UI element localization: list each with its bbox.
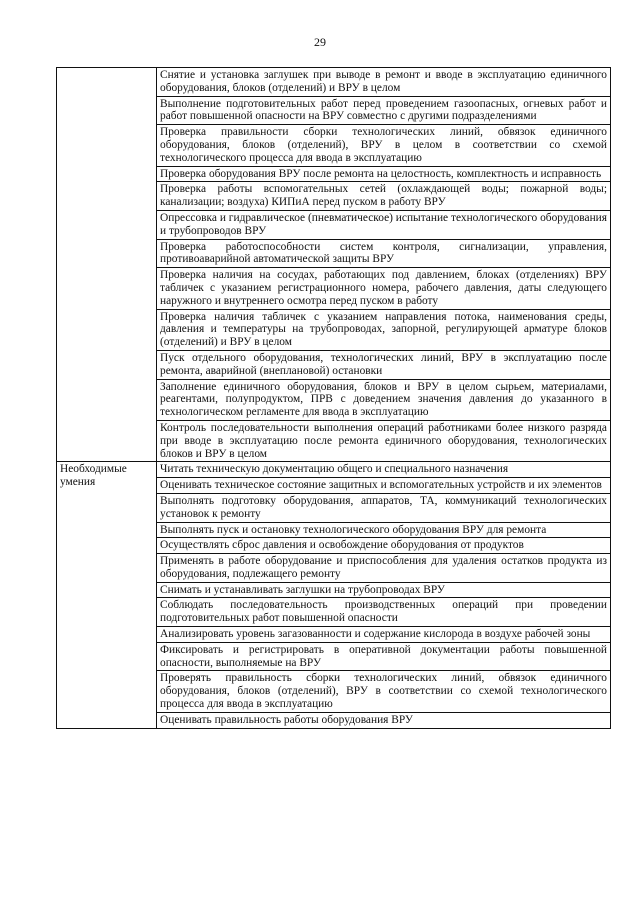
page-number: 29 [314, 35, 326, 49]
action-item: Снятие и установка заглушек при выводе в ремонт и вводе в эксплуатацию единичного оборудования, блоков (отделений) и ВРУ в целом [157, 68, 611, 97]
action-item: Контроль последовательности выполнения операций работниками более низкого разряда при вводе в эксплуатацию после ремонта единичного оборудования, технологических блоков и ВРУ в целом [157, 420, 611, 461]
skill-item: Соблюдать последовательность производственных операций при проведении подготовительных работ повышенной опасности [157, 598, 611, 627]
action-item: Проверка правильности сборки технологических линий, обвязок единичного оборудования, блоков (отделений), ВРУ в целом в соответствии со схемой технологического процесса для ввода в эксплуатацию [157, 125, 611, 166]
skill-item: Осуществлять сброс давления и освобождение оборудования от продуктов [157, 538, 611, 554]
section-label-skills: Необходимые умения [57, 462, 157, 728]
action-item: Проверка работоспособности систем контроля, сигнализации, управления, противоаварийной автоматической защиты ВРУ [157, 239, 611, 268]
skill-item: Анализировать уровень загазованности и содержание кислорода в воздухе рабочей зоны [157, 627, 611, 643]
competency-table [56, 67, 611, 729]
skill-item: Оценивать правильность работы оборудования ВРУ [157, 712, 611, 728]
action-item: Проверка работы вспомогательных сетей (охлаждающей воды; пожарной воды; канализации; воздуха) КИПиА перед пуском в работу ВРУ [157, 182, 611, 211]
table-row [57, 68, 611, 97]
skill-item: Читать техническую документацию общего и специального назначения [157, 462, 611, 478]
table-row [57, 462, 611, 478]
action-item: Выполнение подготовительных работ перед проведением газоопасных, огневых работ и работ повышенной опасности на ВРУ совместно с другими подразделениями [157, 96, 611, 125]
skill-item: Проверять правильность сборки технологических линий, обвязок единичного оборудования, блоков (отделений), ВРУ в соответствии со схемой технологического процесса для ввода в эксплуатацию [157, 671, 611, 712]
skill-item: Применять в работе оборудование и приспособления для удаления остатков продукта из оборудования, подлежащего ремонту [157, 554, 611, 583]
skill-item: Фиксировать и регистрировать в оперативной документации работы повышенной опасности, выполняемые на ВРУ [157, 642, 611, 671]
action-item: Заполнение единичного оборудования, блоков и ВРУ в целом сырьем, материалами, реагентами, полупродуктом, ПРВ с доведением значения давления до указанного в технологическом регламенте для ввода в эксплуатацию [157, 379, 611, 420]
action-item: Опрессовка и гидравлическое (пневматическое) испытание технологического оборудования и трубопроводов ВРУ [157, 210, 611, 239]
action-item: Проверка наличия табличек с указанием направления потока, наименования среды, давления и температуры на трубопроводах, запорной, регулирующей арматуре блоков (отделений) и ВРУ в целом [157, 309, 611, 350]
skill-item: Оценивать техническое состояние защитных и вспомогательных устройств и их элементов [157, 478, 611, 494]
action-item: Проверка оборудования ВРУ после ремонта на целостность, комплектность и исправность [157, 166, 611, 182]
skill-item: Снимать и устанавливать заглушки на трубопроводах ВРУ [157, 582, 611, 598]
action-item: Проверка наличия на сосудах, работающих под давлением, блоках (отделениях) ВРУ табличек с указанием регистрационного номера, рабочего давления, даты следующего наружного и внутреннего осмотра перед пуском в работу [157, 268, 611, 309]
skill-item: Выполнять пуск и остановку технологического оборудования ВРУ для ремонта [157, 522, 611, 538]
skill-item: Выполнять подготовку оборудования, аппаратов, ТА, коммуникаций технологических установок к ремонту [157, 493, 611, 522]
action-item: Пуск отдельного оборудования, технологических линий, ВРУ в эксплуатацию после ремонта, аварийной (внеплановой) остановки [157, 350, 611, 379]
section-label-actions [57, 68, 157, 462]
